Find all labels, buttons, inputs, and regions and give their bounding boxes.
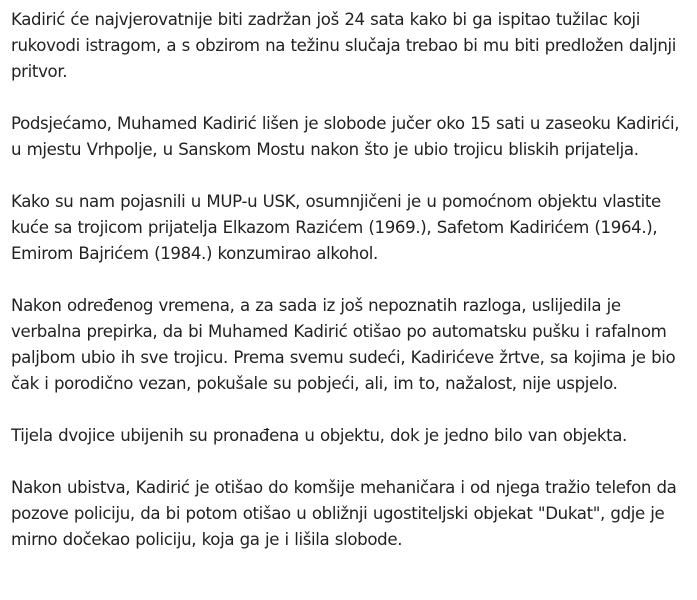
article-paragraph: Tijela dvojice ubijenih su pronađena u objektu, dok je jedno bilo van objekta. <box>11 426 627 445</box>
article-paragraph: Nakon određenog vremena, a za sada iz još nepoznatih razloga, uslijedila je verbalna prepirka, da bi Muhamed Kadirić otišao po automatsku pušku i rafalnom paljbom ubio ih sve trojicu. Prema svemu sudeći, Kadirićeve žrtve, sa kojima je bio čak i porodično vezan, pokušale su pobjeći, ali, im to, nažalost, nije uspjelo. <box>11 296 676 393</box>
article-paragraph: Kadirić će najvjerovatnije biti zadržan još 24 sata kako bi ga ispitao tužilac koji rukovodi istragom, a s obzirom na težinu slučaja trebao bi mu biti predložen daljnji pritvor. <box>11 10 677 81</box>
article-paragraph: Podsjećamo, Muhamed Kadirić lišen je slobode jučer oko 15 sati u zaseoku Kadirići, u mjestu Vrhpolje, u Sanskom Mostu nakon što je ubio trojicu bliskih prijatelja. <box>11 114 680 159</box>
article-paragraph: Kako su nam pojasnili u MUP-u USK, osumnjičeni je u pomoćnom objektu vlastite kuće sa trojicom prijatelja Elkazom Razićem (1969.), Safetom Kadirićem (1964.), Emirom Bajrićem (1984.) konzumirao alkohol. <box>11 192 661 263</box>
article-paragraph: Nakon ubistva, Kadirić je otišao do komšije mehaničara i od njega tražio telefon da pozove policiju, da bi potom otišao u obližnji ugostiteljski objekat "Dukat", gdje je mirno dočekao policiju, koja ga je i lišila slobode. <box>11 478 677 549</box>
